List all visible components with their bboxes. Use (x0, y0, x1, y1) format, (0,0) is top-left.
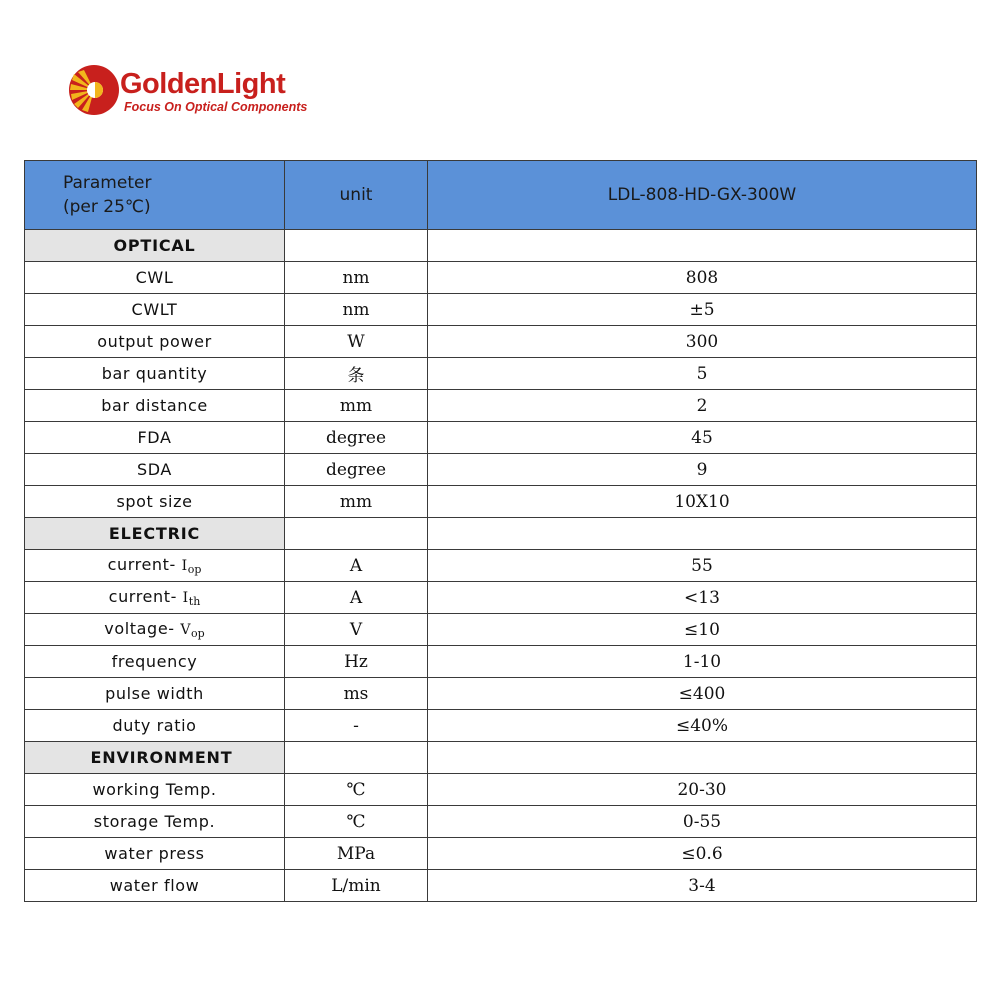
table-row (25, 326, 977, 358)
table-row (25, 550, 977, 582)
section-title-optical: OPTICAL (25, 230, 285, 262)
table-row (25, 806, 977, 838)
table-row (25, 582, 977, 614)
parameter-cell (25, 550, 285, 582)
section-empty-cell (285, 230, 428, 262)
unit-cell: degree (285, 454, 428, 486)
parameter-cell (25, 294, 285, 326)
value-cell: 2 (428, 390, 977, 422)
parameter-label: SDA (137, 460, 172, 479)
value-cell: ≤10 (428, 614, 977, 646)
parameter-cell (25, 326, 285, 358)
value-cell: 808 (428, 262, 977, 294)
parameter-cell (25, 806, 285, 838)
parameter-label: spot size (116, 492, 193, 511)
section-empty-cell (428, 742, 977, 774)
parameter-label: water press (104, 844, 205, 863)
unit-cell: MPa (285, 838, 428, 870)
value-cell: 20-30 (428, 774, 977, 806)
header-parameter-line1: Parameter (63, 173, 152, 193)
unit-cell: W (285, 326, 428, 358)
parameter-cell (25, 710, 285, 742)
value-cell: 1-10 (428, 646, 977, 678)
value-cell: 45 (428, 422, 977, 454)
parameter-label: storage Temp. (93, 812, 216, 831)
parameter-cell (25, 262, 285, 294)
header-parameter (25, 161, 285, 230)
value-cell: ≤0.6 (428, 838, 977, 870)
parameter-symbol: V (180, 622, 192, 638)
parameter-label: CWLT (131, 300, 178, 319)
section-row-electric (25, 518, 977, 550)
spec-table (24, 160, 977, 902)
unit-cell: ms (285, 678, 428, 710)
brand-tagline: Focus On Optical Components (124, 100, 308, 114)
header-unit: unit (285, 161, 428, 230)
table-row (25, 390, 977, 422)
value-cell: ±5 (428, 294, 977, 326)
parameter-label: frequency (111, 652, 198, 671)
section-title-electric: ELECTRIC (25, 518, 285, 550)
parameter-cell (25, 582, 285, 614)
value-cell: 300 (428, 326, 977, 358)
unit-cell: A (285, 550, 428, 582)
parameter-subscript: op (187, 563, 202, 576)
parameter-label: current- (108, 587, 177, 606)
table-row (25, 262, 977, 294)
parameter-subscript: th (188, 595, 201, 608)
section-empty-cell (428, 518, 977, 550)
parameter-label: duty ratio (112, 716, 197, 735)
parameter-cell (25, 646, 285, 678)
value-cell: 10X10 (428, 486, 977, 518)
table-row (25, 486, 977, 518)
parameter-cell (25, 870, 285, 902)
unit-cell: ℃ (285, 806, 428, 838)
value-cell: <13 (428, 582, 977, 614)
parameter-label: working Temp. (92, 780, 217, 799)
parameter-cell (25, 614, 285, 646)
unit-cell: L/min (285, 870, 428, 902)
parameter-cell (25, 838, 285, 870)
parameter-label: voltage- (104, 619, 175, 638)
parameter-cell (25, 422, 285, 454)
table-row (25, 294, 977, 326)
value-cell: ≤40% (428, 710, 977, 742)
unit-cell: mm (285, 486, 428, 518)
value-cell: ≤400 (428, 678, 977, 710)
table-row (25, 422, 977, 454)
unit-cell: - (285, 710, 428, 742)
value-cell: 5 (428, 358, 977, 390)
parameter-label: bar distance (101, 396, 208, 415)
parameter-label: water flow (109, 876, 200, 895)
header-parameter-line2: (per 25℃) (63, 197, 151, 217)
table-header-row (25, 161, 977, 230)
parameter-label: bar quantity (101, 364, 208, 383)
value-cell: 0-55 (428, 806, 977, 838)
parameter-subscript: op (191, 627, 205, 640)
parameter-label: FDA (137, 428, 172, 447)
parameter-label: CWL (135, 268, 174, 287)
unit-cell: Hz (285, 646, 428, 678)
parameter-cell (25, 486, 285, 518)
table-row (25, 678, 977, 710)
section-empty-cell (285, 742, 428, 774)
unit-cell: nm (285, 294, 428, 326)
table-row (25, 358, 977, 390)
section-row-environment (25, 742, 977, 774)
table-row (25, 614, 977, 646)
section-empty-cell (285, 518, 428, 550)
parameter-symbol: I (181, 558, 188, 574)
parameter-symbol: I (182, 590, 189, 606)
unit-cell: nm (285, 262, 428, 294)
table-row (25, 838, 977, 870)
section-title-environment: ENVIRONMENT (25, 742, 285, 774)
unit-cell: ℃ (285, 774, 428, 806)
parameter-cell (25, 390, 285, 422)
section-row-optical (25, 230, 977, 262)
parameter-cell (25, 678, 285, 710)
table-row (25, 646, 977, 678)
value-cell: 3-4 (428, 870, 977, 902)
parameter-cell (25, 358, 285, 390)
section-empty-cell (428, 230, 977, 262)
unit-cell: mm (285, 390, 428, 422)
value-cell: 55 (428, 550, 977, 582)
table-row (25, 710, 977, 742)
sun-logo-icon (68, 64, 120, 116)
table-row (25, 454, 977, 486)
parameter-cell (25, 454, 285, 486)
unit-cell: 条 (285, 358, 428, 390)
company-logo (68, 64, 368, 124)
unit-cell: A (285, 582, 428, 614)
value-cell: 9 (428, 454, 977, 486)
parameter-label: output power (97, 332, 212, 351)
table-row (25, 774, 977, 806)
brand-name: GoldenLight (120, 68, 286, 100)
unit-cell: V (285, 614, 428, 646)
unit-cell: degree (285, 422, 428, 454)
parameter-label: current- (107, 555, 176, 574)
header-model: LDL-808-HD-GX-300W (428, 161, 977, 230)
parameter-label: pulse width (105, 684, 204, 703)
parameter-cell (25, 774, 285, 806)
table-row (25, 870, 977, 902)
